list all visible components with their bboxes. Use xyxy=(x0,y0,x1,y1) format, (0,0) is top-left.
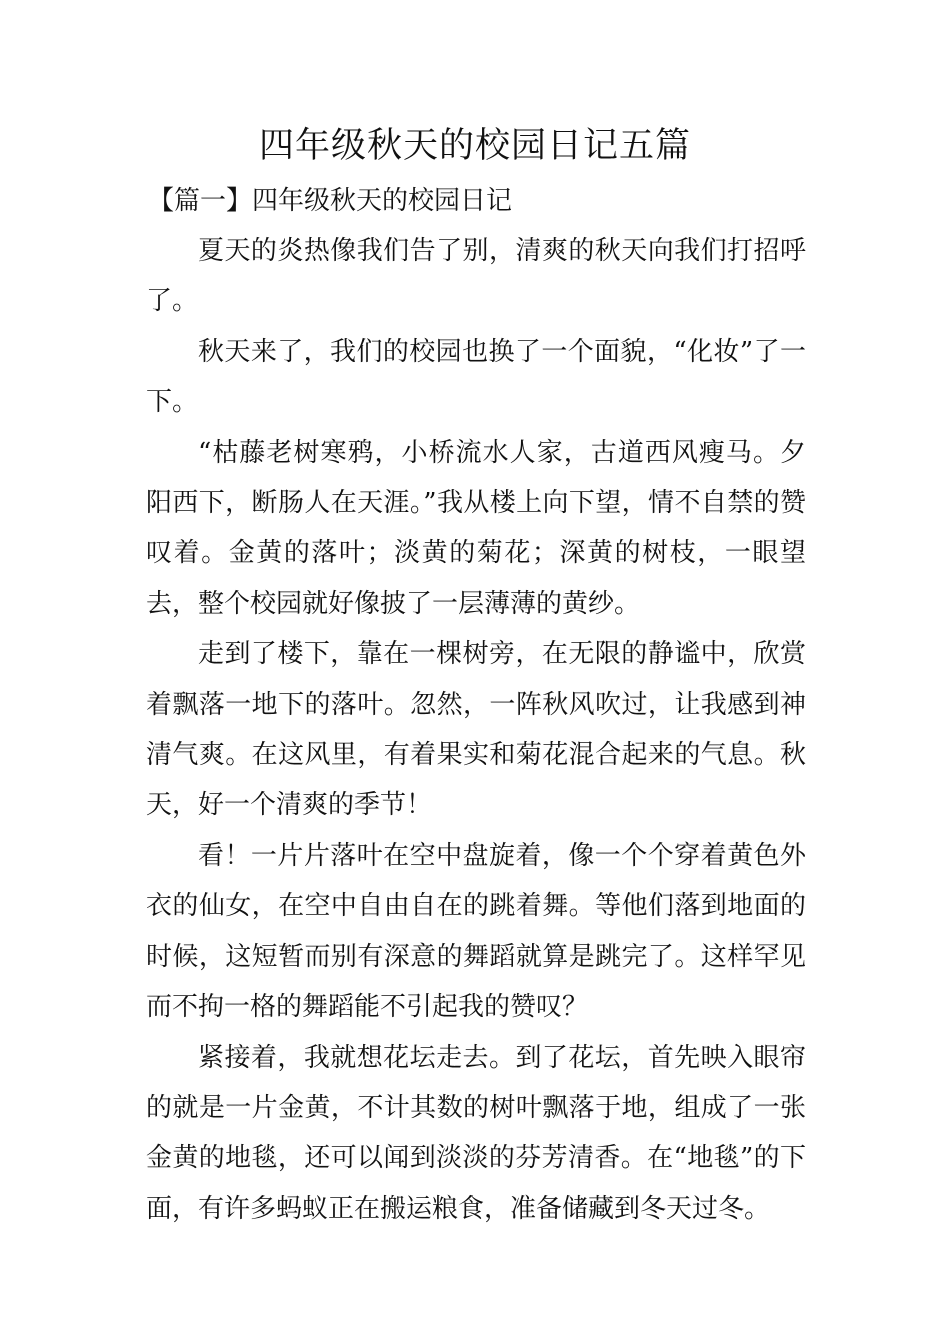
paragraph: 秋天来了，我们的校园也换了一个面貌，“化妆”了一下。 xyxy=(146,336,806,418)
section-heading: 【篇一】四年级秋天的校园日记 xyxy=(148,186,513,216)
paragraph: 走到了楼下，靠在一棵树旁，在无限的静谧中，欣赏着飘落一地下的落叶。忽然，一阵秋风吹过，让我感到神清气爽。在这风里，有着果实和菊花混合起来的气息。秋天，好一个清爽的季节！ xyxy=(146,639,806,821)
paragraph: 紧接着，我就想花坛走去。到了花坛，首先映入眼帘的就是一片金黄，不计其数的树叶飘落于地，组成了一张金黄的地毯，还可以闻到淡淡的芬芳清香。在“地毯”的下面，有许多蚂蚁正在搬运粮食，准备储藏到冬天过冬。 xyxy=(146,1042,806,1224)
document-title: 四年级秋天的校园日记五篇 xyxy=(258,126,691,166)
paragraph: “枯藤老树寒鸦，小桥流水人家，古道西风瘦马。夕阳西下，断肠人在天涯。”我从楼上向下望，情不自禁的赞叹着。金黄的落叶；淡黄的菊花；深黄的树枝，一眼望去，整个校园就好像披了一层薄薄的黄纱。 xyxy=(146,437,806,619)
paragraph: 看！一片片落叶在空中盘旋着，像一个个穿着黄色外衣的仙女，在空中自由自在的跳着舞。等他们落到地面的时候，这短暂而别有深意的舞蹈就算是跳完了。这样罕见而不拘一格的舞蹈能不引起我的赞叹？ xyxy=(146,840,806,1023)
paragraph: 夏天的炎热像我们告了别，清爽的秋天向我们打招呼了。 xyxy=(146,236,806,317)
document-body xyxy=(146,226,806,1234)
